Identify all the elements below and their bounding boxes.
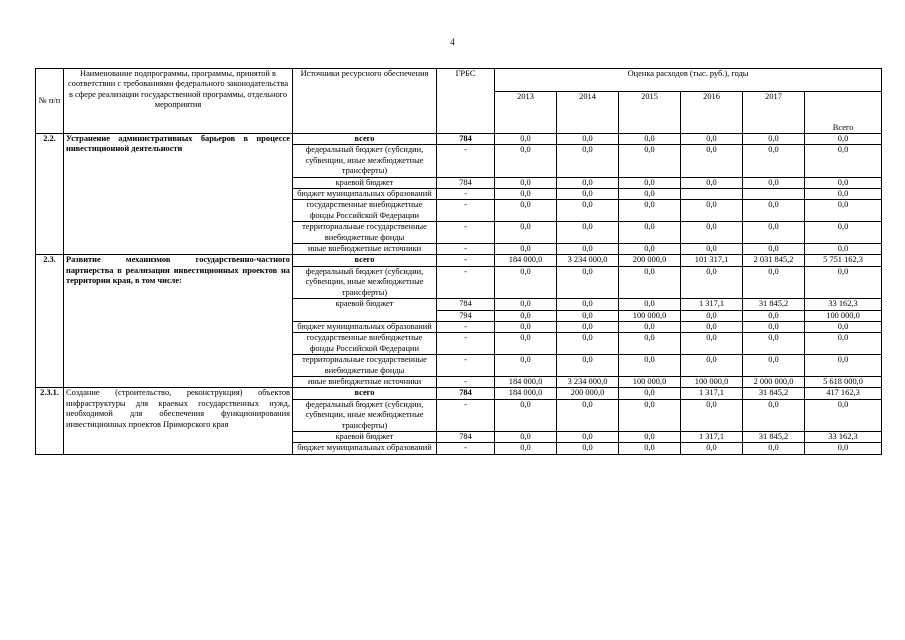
value-cell: 0,0 [557,399,619,431]
total-cell: 0,0 [805,321,882,332]
value-cell: 0,0 [619,399,681,431]
value-cell: 0,0 [557,177,619,188]
total-cell: 100 000,0 [805,310,882,321]
grbs-cell: - [437,399,495,431]
table-body [36,69,882,455]
value-cell: 0,0 [495,189,557,200]
grbs-cell: - [437,443,495,454]
header-year: 2013 [495,92,557,134]
value-cell: 0,0 [557,134,619,145]
value-cell: 0,0 [557,244,619,255]
total-cell: 5 751 162,3 [805,255,882,266]
value-cell: 0,0 [743,244,805,255]
source-cell: всего [293,388,437,399]
value-cell: 184 000,0 [495,388,557,399]
total-cell: 33 162,3 [805,431,882,442]
source-cell: федеральный бюджет (субсидии, субвенции, иные межбюджетные трансферты) [293,399,437,431]
source-cell: федеральный бюджет (субсидии, субвенции, иные межбюджетные трансферты) [293,145,437,177]
item-name: Создание (строительство, реконструкция) объектов инфраструктуры для краевых государственных нужд, необходимой для обеспечения функционирования инвестиционных проектов Приморского края [64,388,293,454]
grbs-cell: - [437,145,495,177]
grbs-cell: 784 [437,388,495,399]
total-cell: 33 162,3 [805,299,882,310]
source-cell: бюджет муниципальных образований [293,443,437,454]
value-cell: 0,0 [619,321,681,332]
value-cell: 0,0 [619,388,681,399]
source-cell: территориальные государственные внебюджетные фонды [293,355,437,377]
value-cell: 0,0 [681,443,743,454]
value-cell: 0,0 [495,399,557,431]
value-cell: 3 234 000,0 [557,376,619,387]
grbs-cell: 794 [437,310,495,321]
row-number: 2.3. [36,255,64,388]
value-cell: 0,0 [619,145,681,177]
source-cell: всего [293,134,437,145]
source-cell: иные внебюджетные источники [293,376,437,387]
value-cell: 0,0 [557,266,619,298]
value-cell: 0,0 [743,310,805,321]
value-cell: 31 845,2 [743,299,805,310]
header-num: № п/п [36,69,64,134]
value-cell: 100 000,0 [681,376,743,387]
value-cell: 0,0 [495,299,557,310]
grbs-cell: - [437,333,495,355]
value-cell: 0,0 [495,443,557,454]
value-cell [681,189,743,200]
value-cell: 0,0 [681,310,743,321]
source-cell: бюджет муниципальных образований [293,189,437,200]
value-cell: 0,0 [557,299,619,310]
source-cell: иные внебюджетные источники [293,244,437,255]
value-cell: 100 000,0 [619,310,681,321]
value-cell: 0,0 [743,200,805,222]
value-cell: 0,0 [557,431,619,442]
value-cell: 0,0 [495,266,557,298]
value-cell: 0,0 [495,333,557,355]
value-cell: 0,0 [681,266,743,298]
total-cell: 0,0 [805,355,882,377]
value-cell: 184 000,0 [495,255,557,266]
value-cell: 0,0 [743,321,805,332]
value-cell: 0,0 [557,310,619,321]
value-cell: 0,0 [743,399,805,431]
value-cell: 0,0 [557,189,619,200]
value-cell: 0,0 [743,333,805,355]
grbs-cell: - [437,355,495,377]
grbs-cell: - [437,200,495,222]
value-cell: 0,0 [495,145,557,177]
value-cell: 2 031 845,2 [743,255,805,266]
grbs-cell: - [437,255,495,266]
value-cell: 0,0 [557,321,619,332]
total-cell: 0,0 [805,200,882,222]
grbs-cell: - [437,321,495,332]
value-cell: 31 845,2 [743,388,805,399]
value-cell: 0,0 [681,321,743,332]
value-cell: 0,0 [619,333,681,355]
total-cell: 5 618 000,0 [805,376,882,387]
value-cell: 0,0 [681,399,743,431]
item-name: Развитие механизмов государственно-частного партнерства в реализации инвестиционных проектов на территории края, в том числе: [64,255,293,388]
header-source: Источники ресурсного обеспечения [293,69,437,134]
value-cell: 100 000,0 [619,376,681,387]
value-cell: 0,0 [681,145,743,177]
total-cell: 0,0 [805,189,882,200]
value-cell: 0,0 [619,266,681,298]
grbs-cell: - [437,376,495,387]
header-year: 2016 [681,92,743,134]
value-cell: 1 317,1 [681,431,743,442]
value-cell: 0,0 [681,177,743,188]
header-total: Всего [805,92,882,134]
value-cell: 3 234 000,0 [557,255,619,266]
header-year: 2015 [619,92,681,134]
source-cell: краевой бюджет [293,431,437,442]
grbs-cell: - [437,189,495,200]
value-cell [743,189,805,200]
value-cell: 0,0 [557,443,619,454]
total-cell: 0,0 [805,399,882,431]
value-cell: 0,0 [495,355,557,377]
value-cell: 0,0 [681,333,743,355]
source-cell: государственные внебюджетные фонды Российской Федерации [293,333,437,355]
value-cell: 0,0 [619,299,681,310]
value-cell: 0,0 [681,134,743,145]
value-cell: 184 000,0 [495,376,557,387]
total-cell: 417 162,3 [805,388,882,399]
value-cell: 0,0 [495,431,557,442]
value-cell: 0,0 [619,443,681,454]
value-cell: 0,0 [619,355,681,377]
value-cell: 0,0 [743,222,805,244]
source-cell: всего [293,255,437,266]
value-cell: 0,0 [743,145,805,177]
grbs-cell: 784 [437,431,495,442]
total-cell: 0,0 [805,145,882,177]
row-number: 2.3.1. [36,388,64,454]
source-cell: федеральный бюджет (субсидии, субвенции, иные межбюджетные трансферты) [293,266,437,298]
value-cell: 0,0 [495,177,557,188]
value-cell: 0,0 [743,355,805,377]
header-estimate: Оценка расходов (тыс. руб.), годы [495,69,882,92]
total-cell: 0,0 [805,222,882,244]
expenditure-table [35,68,882,455]
value-cell: 0,0 [495,222,557,244]
grbs-cell: 784 [437,177,495,188]
page-number: 4 [450,37,455,47]
header-grbs: ГРБС [437,69,495,134]
grbs-cell: - [437,222,495,244]
value-cell: 0,0 [619,189,681,200]
total-cell: 0,0 [805,443,882,454]
grbs-cell: 784 [437,299,495,310]
value-cell: 0,0 [557,333,619,355]
value-cell: 0,0 [681,200,743,222]
table-row [36,134,882,145]
total-cell: 0,0 [805,134,882,145]
value-cell: 200 000,0 [557,388,619,399]
value-cell: 1 317,1 [681,388,743,399]
header-name: Наименование подпрограммы, программы, принятой в соответствии с требованиями федерального законодательства в сфере реализации государственной программы, отдельного мероприятия [64,69,293,134]
total-cell: 0,0 [805,333,882,355]
grbs-cell: - [437,266,495,298]
value-cell: 2 000 000,0 [743,376,805,387]
value-cell: 0,0 [495,200,557,222]
value-cell: 0,0 [619,222,681,244]
total-cell: 0,0 [805,266,882,298]
source-cell: бюджет муниципальных образований [293,321,437,332]
value-cell: 0,0 [619,134,681,145]
value-cell: 0,0 [557,222,619,244]
value-cell: 0,0 [681,244,743,255]
grbs-cell: - [437,244,495,255]
value-cell: 0,0 [681,222,743,244]
item-name: Устранение административных барьеров в процессе инвестиционной деятельности [64,134,293,255]
value-cell: 1 317,1 [681,299,743,310]
value-cell: 0,0 [619,431,681,442]
header-row [36,69,882,92]
value-cell: 0,0 [619,177,681,188]
table-row [36,255,882,266]
value-cell: 0,0 [743,266,805,298]
source-cell: краевой бюджет [293,299,437,322]
value-cell: 0,0 [681,355,743,377]
header-year: 2014 [557,92,619,134]
value-cell: 31 845,2 [743,431,805,442]
row-number: 2.2. [36,134,64,255]
source-cell: государственные внебюджетные фонды Российской Федерации [293,200,437,222]
value-cell: 0,0 [495,134,557,145]
value-cell: 200 000,0 [619,255,681,266]
value-cell: 0,0 [557,200,619,222]
value-cell: 0,0 [743,134,805,145]
value-cell: 0,0 [495,321,557,332]
value-cell: 101 317,1 [681,255,743,266]
value-cell: 0,0 [619,200,681,222]
value-cell: 0,0 [495,244,557,255]
value-cell: 0,0 [743,177,805,188]
value-cell: 0,0 [557,145,619,177]
table-row [36,388,882,399]
source-cell: территориальные государственные внебюджетные фонды [293,222,437,244]
value-cell: 0,0 [495,310,557,321]
source-cell: краевой бюджет [293,177,437,188]
value-cell: 0,0 [557,355,619,377]
total-cell: 0,0 [805,177,882,188]
grbs-cell: 784 [437,134,495,145]
header-year: 2017 [743,92,805,134]
total-cell: 0,0 [805,244,882,255]
value-cell: 0,0 [743,443,805,454]
value-cell: 0,0 [619,244,681,255]
